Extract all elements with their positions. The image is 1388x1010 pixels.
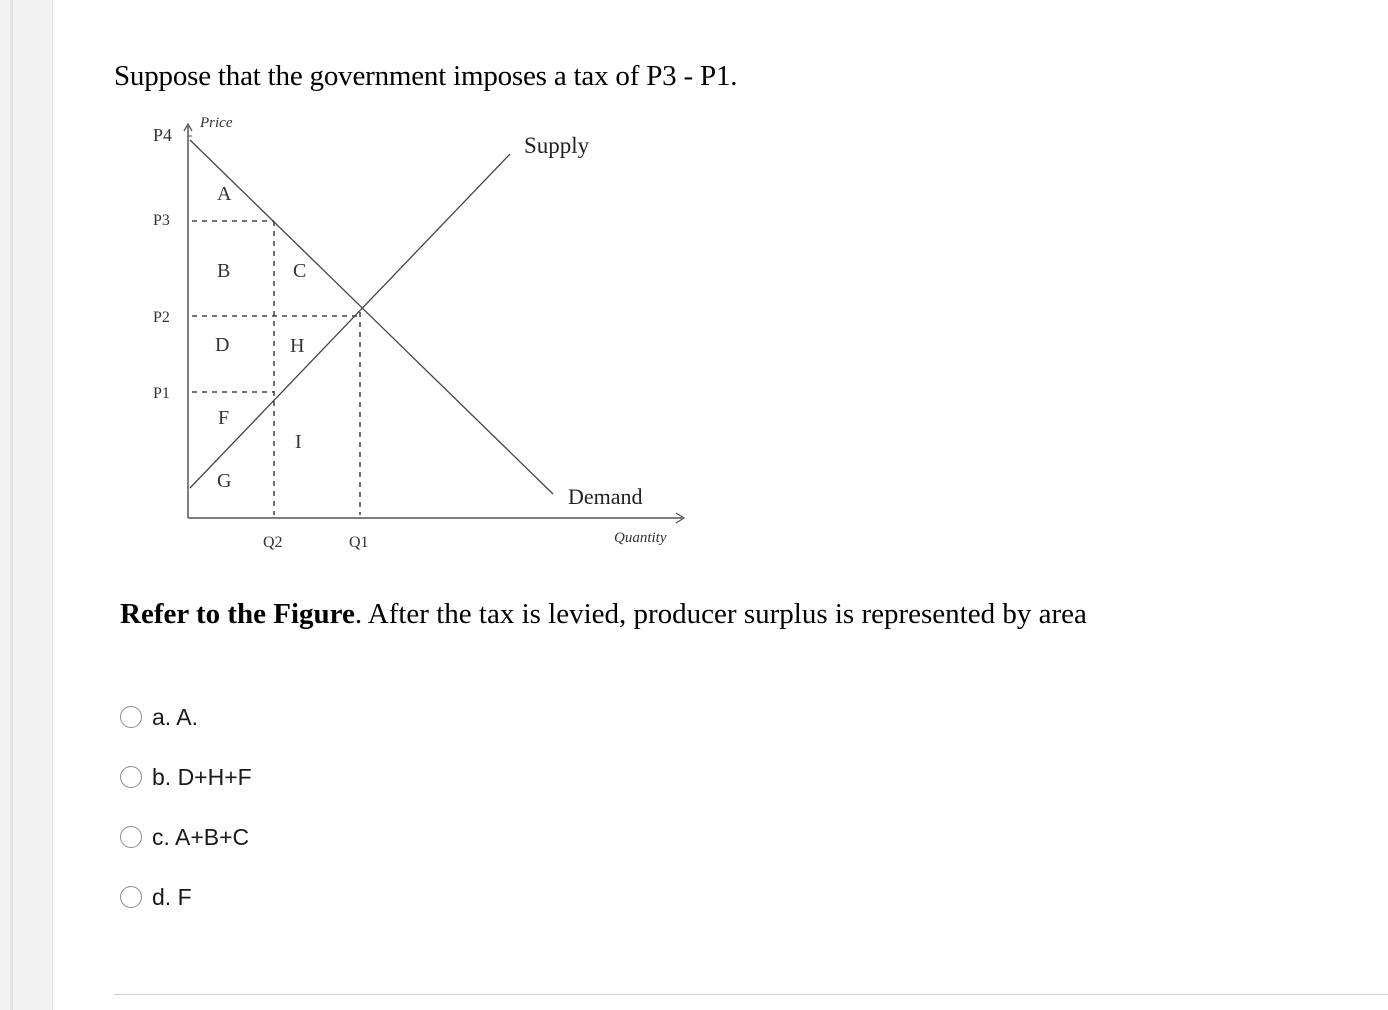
- x-axis-title: Quantity: [614, 530, 667, 546]
- demand-label: Demand: [568, 484, 643, 509]
- region-g: G: [217, 470, 232, 492]
- left-rail: [0, 0, 53, 1010]
- x-tick-q1: Q1: [349, 534, 369, 551]
- question-stem: Suppose that the government imposes a tax of P3 - P1.: [114, 60, 738, 92]
- y-axis-title: Price: [200, 115, 233, 131]
- region-d: D: [215, 334, 230, 356]
- bottom-divider: [114, 994, 1388, 995]
- supply-curve: [190, 154, 510, 488]
- supply-demand-figure: [130, 100, 710, 570]
- region-i: I: [295, 431, 302, 453]
- answer-option-b[interactable]: [120, 760, 252, 794]
- answer-label-d: d. F: [152, 883, 192, 910]
- region-c: C: [293, 260, 307, 282]
- question-prompt-bold: Refer to the Figure: [120, 598, 355, 630]
- radio-button-c[interactable]: [120, 826, 142, 848]
- y-tick-p4: P4: [153, 125, 173, 145]
- supply-label: Supply: [524, 133, 590, 158]
- y-tick-p3: P3: [153, 212, 170, 229]
- demand-curve: [190, 140, 553, 494]
- question-prompt-rest: . After the tax is levied, producer surplus is represented by area: [354, 598, 1087, 630]
- radio-button-d[interactable]: [120, 886, 142, 908]
- answer-label-c: c. A+B+C: [152, 823, 250, 850]
- region-f: F: [218, 407, 230, 429]
- y-tick-p1: P1: [153, 385, 170, 402]
- answer-label-b: b. D+H+F: [152, 763, 252, 790]
- chart-svg: [130, 100, 710, 570]
- answer-label-a: a. A.: [152, 703, 199, 730]
- region-h: H: [290, 335, 305, 357]
- radio-button-a[interactable]: [120, 706, 142, 728]
- region-b: B: [217, 260, 231, 282]
- answer-option-d[interactable]: [120, 880, 192, 914]
- question-prompt: [120, 598, 1087, 631]
- answer-option-a[interactable]: [120, 700, 198, 734]
- answer-option-c[interactable]: [120, 820, 249, 854]
- x-tick-q2: Q2: [263, 534, 283, 551]
- y-tick-p2: P2: [153, 309, 170, 326]
- radio-button-b[interactable]: [120, 766, 142, 788]
- region-a: A: [217, 183, 232, 205]
